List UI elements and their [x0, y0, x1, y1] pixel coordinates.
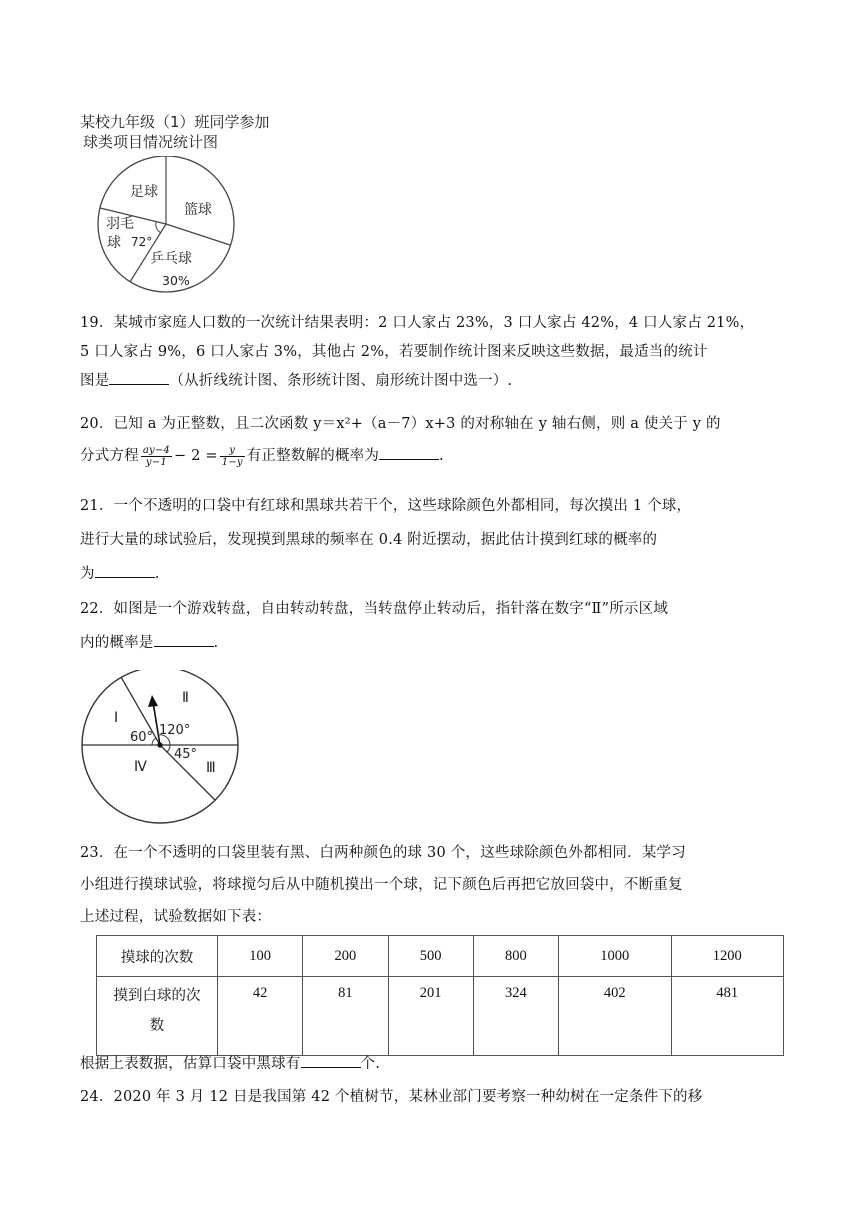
q19-line1: 19．某城市家庭人口数的一次统计结果表明：2 口人家占 23%，3 口人家占 42%，4 口人家占 21%， [80, 315, 755, 331]
table-cell: 402 [559, 977, 671, 1056]
pie-angle-arc [156, 222, 161, 233]
q20-mid: − 2 = [173, 448, 218, 464]
fraction-right-denominator: 1−y [221, 456, 243, 468]
question-19 [80, 309, 786, 396]
trial-data-table [96, 935, 784, 1056]
question-22 [80, 592, 786, 660]
pie-divider-right [166, 224, 230, 245]
pie-label-badminton-angle: 72° [131, 235, 153, 249]
table-row-header-line1: 摸到白球的次 [113, 988, 201, 1004]
q20-line1: 20．已知 a 为正整数，且二次函数 y＝x²+（a－7）x+3 的对称轴在 y 轴右侧，则 a 使关于 y 的 [80, 416, 721, 432]
q20-end: . [439, 448, 444, 464]
q22-line2 [80, 626, 786, 660]
answer-blank [154, 632, 214, 647]
pie-chart [92, 156, 242, 296]
q22-line1: 22．如图是一个游戏转盘，自由转动转盘，当转盘停止转动后，指针落在数字“Ⅱ”所示区域 [80, 601, 669, 617]
spinner-region-4: Ⅳ [134, 759, 147, 775]
answer-blank [379, 445, 439, 460]
pie-chart-title [80, 112, 310, 152]
q23-line3: 上述过程，试验数据如下表： [80, 909, 272, 925]
q23-line2: 小组进行摸球试验，将球搅匀后从中随机摸出一个球，记下颜色后再把它放回袋中，不断重复 [80, 877, 683, 893]
question-20 [80, 406, 786, 471]
table-row [97, 977, 784, 1056]
spinner-region-3: Ⅲ [206, 760, 216, 776]
spinner-angle-60: 60° [130, 730, 154, 745]
pie-label-badminton-2: 球 [107, 235, 121, 251]
q23-after-a: 根据上表数据，估算口袋中黑球有 [80, 1056, 301, 1072]
table-cell: 42 [218, 977, 303, 1056]
spinner-region-1: Ⅰ [114, 710, 119, 726]
pie-label-badminton-1: 羽毛 [106, 216, 134, 232]
table-cell: 1000 [559, 936, 671, 977]
pie-label-basketball: 篮球 [184, 202, 212, 218]
q19-line2: 5 口人家占 9%，6 口人家占 3%，其他占 2%，若要制作统计图来反映这些数据，最适当的统计 [80, 344, 708, 360]
question-21 [80, 489, 786, 591]
fraction-right [220, 445, 245, 468]
q19-line3 [80, 367, 786, 396]
q23-after-b: 个. [360, 1056, 381, 1072]
q21-end: . [154, 566, 160, 582]
table-cell: 100 [218, 936, 303, 977]
pie-label-pingpong: 乒乓球 [150, 251, 192, 267]
q20-line2b: 有正整数解的概率为 [246, 448, 380, 464]
fraction-left [141, 445, 172, 468]
answer-blank [95, 563, 155, 578]
q19-line3a: 图是 [80, 373, 110, 389]
pie-label-pingpong-pct: 30% [162, 273, 190, 288]
fraction-right-numerator: y [220, 445, 245, 457]
q20-line2 [80, 442, 786, 471]
q21-line3 [80, 557, 786, 591]
q23-line1: 23．在一个不透明的口袋里装有黑、白两种颜色的球 30 个，这些球除颜色外都相同．某学习 [80, 845, 686, 861]
table-cell: 1200 [671, 936, 784, 977]
table-cell: 324 [473, 977, 558, 1056]
spinner-diagram [76, 670, 248, 826]
table-row-header: 摸球的次数 [97, 936, 218, 977]
table-cell: 201 [388, 977, 473, 1056]
table-cell: 200 [303, 936, 388, 977]
table-row [97, 936, 784, 977]
fraction-left-numerator: ay−4 [142, 444, 170, 456]
pie-label-football: 足球 [130, 184, 158, 200]
answer-blank [109, 370, 169, 385]
q24-line1: 24．2020 年 3 月 12 日是我国第 42 个植树节，某林业部门要考察一种幼树在一定条件下的移 [80, 1089, 703, 1105]
question-24 [80, 1083, 786, 1112]
q20-line2a: 分式方程 [80, 448, 139, 464]
pie-title-line1: 某校九年级（1）班同学参加 [80, 113, 270, 131]
fraction-left-denominator: y−1 [145, 456, 167, 468]
answer-blank [301, 1053, 361, 1068]
q22-end: . [213, 635, 219, 651]
q22-line2a: 内的概率是 [80, 635, 154, 651]
table-cell: 500 [388, 936, 473, 977]
q19-line3b: （从折线统计图、条形统计图、扇形统计图中选一）. [169, 373, 513, 389]
table-cell: 81 [303, 977, 388, 1056]
spinner-angle-arc-45 [167, 745, 170, 752]
question-23 [80, 837, 786, 933]
table-cell: 800 [473, 936, 558, 977]
spinner-pointer-arrow [148, 695, 158, 707]
table-row-header-line2: 数 [149, 1018, 165, 1034]
spinner-center [157, 742, 162, 747]
spinner-angle-45: 45° [174, 747, 198, 762]
q21-line3a: 为 [80, 566, 95, 582]
q21-line2: 进行大量的球试验后，发现摸到黑球的频率在 0.4 附近摆动，据此估计摸到红球的概率的 [80, 532, 658, 548]
spinner-angle-120: 120° [159, 723, 191, 738]
table-row-header [97, 977, 218, 1056]
table-cell: 481 [671, 977, 784, 1056]
pie-title-line2: 球类项目情况统计图 [83, 133, 219, 151]
question-23-answer [80, 1050, 786, 1079]
q21-line1: 21．一个不透明的口袋中有红球和黑球共若干个，这些球除颜色外都相同，每次摸出 1 个球， [80, 498, 692, 514]
spinner-region-2: Ⅱ [182, 690, 189, 706]
